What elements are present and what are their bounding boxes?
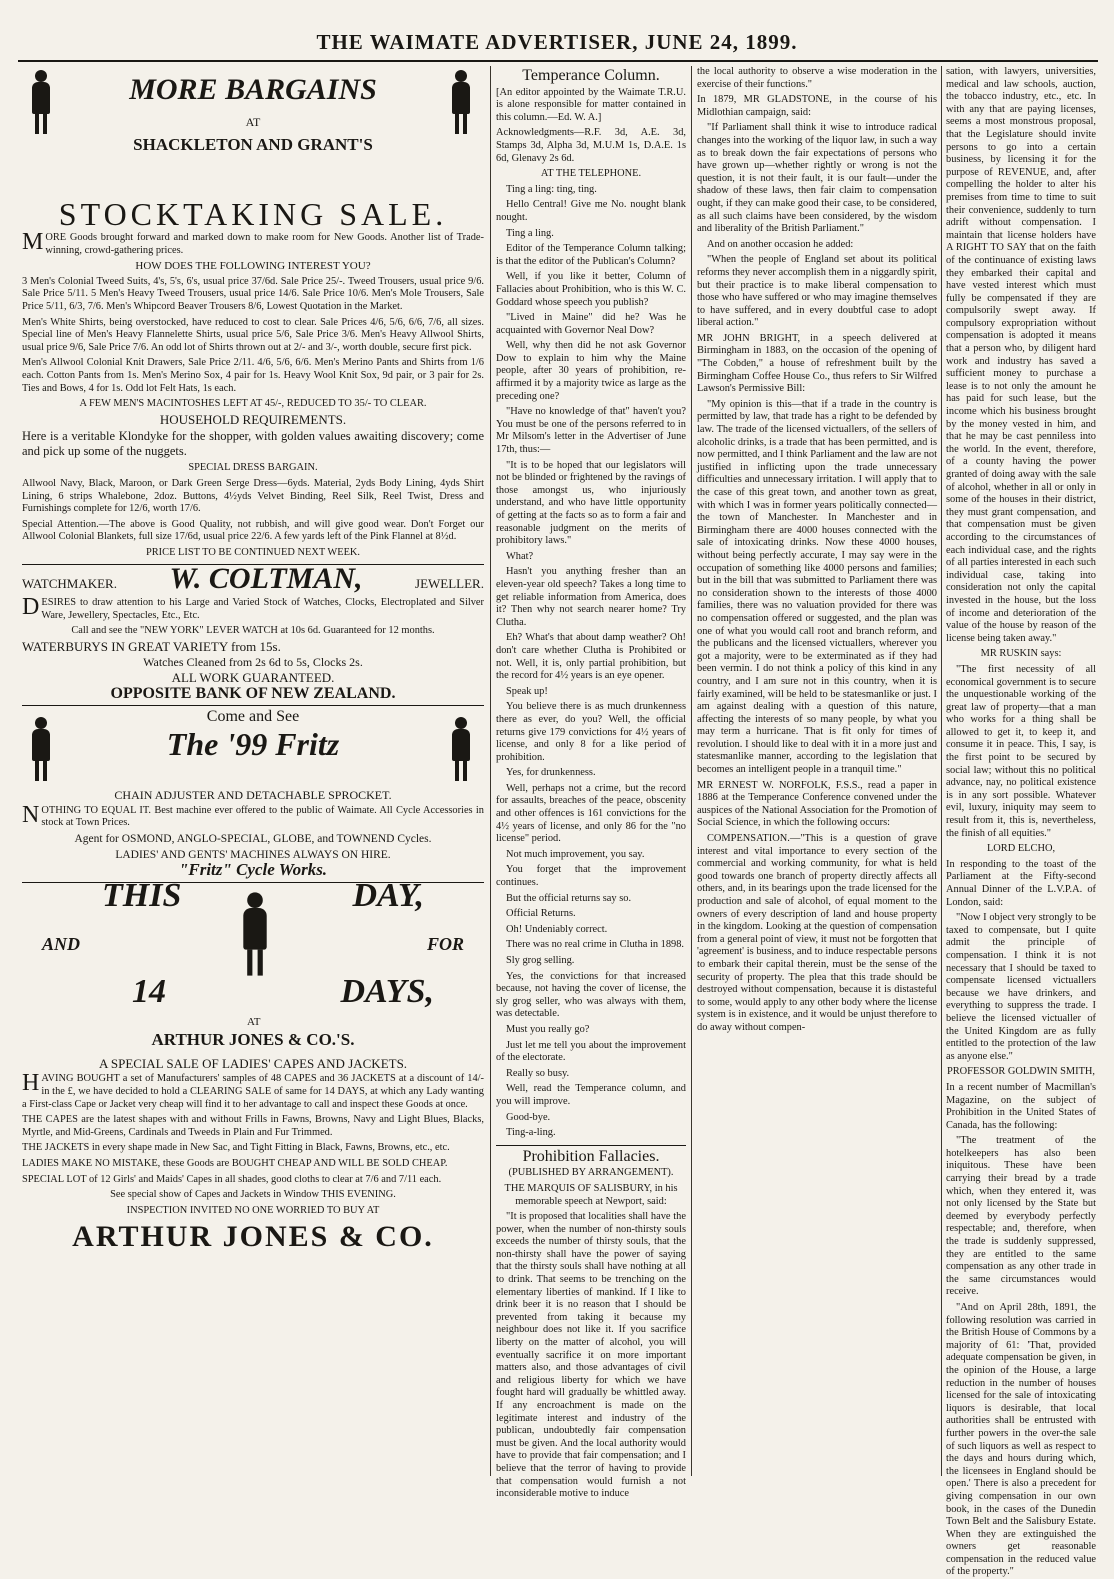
goldwin-smith-quote: "The treatment of the hotelkeepers has also been iniquitous. These have been carrying their bread by a trade which, when they entered it, was not only licensed by the State but deemed by everybody perfectly respectable; and, therefore, when the trade is suddenly suppressed, they are entitled to the same compensation as any other trade in the same circumstances would receive. — [946, 1135, 1096, 1298]
macintosh-line: A FEW MEN'S MACINTOSHES LEFT AT 45/-, REDUCED TO 35/- TO CLEAR. — [79, 398, 427, 410]
household-heading: HOUSEHOLD REQUIREMENTS. — [159, 411, 347, 427]
temperance-column — [496, 66, 686, 1500]
opposite-bank-line: OPPOSITE BANK OF NEW ZEALAND. — [110, 684, 396, 702]
dialogue-line: There was no real crime in Clutha in 1898. — [506, 939, 685, 951]
dialogue-line: Editor of the Temperance Column talking; is that the editor of the Publican's Column? — [496, 243, 686, 267]
jones-ad-header — [22, 876, 484, 1058]
at-label: AT — [247, 1015, 261, 1028]
dialogue-line: Eh? What's that about damp weather? Oh! don't care whether Clutha is Prohibited or not. Well, it is, only partial prohibition, but the record for 4½ years is an eye opener. — [496, 632, 686, 682]
salisbury-quote: "It is proposed that localities shall have the power, when the number of non-thirsty souls exceeds the number of thirsty souls, that the non-thirsty shall have the power of saying that the thirsty souls shall have nothing at all to drink. That seems to be trenching on the elementary liberties of mankind. If I like to drink beer it is no reason that I should be prevented from taking it because my neighbour does not like it. If you sacrifice liberty on the matter of alcohol, you will eventually sacrifice it on more important matters also, and those advantages of civil and religious liberty for which we have fought hard will gradually be whittled away. If any encroachment is made on the legitimate interest and industry of the publican, undoubtedly fair compensation must be given. And the local authority would have to provide that fair compensation; and I believe that the terror of having to provide that compensation would furnish a not inconsiderable motive to induce — [496, 1211, 686, 1500]
telephone-heading: AT THE TELEPHONE. — [540, 168, 642, 180]
ad-item: 3 Men's Colonial Tweed Suits, 4's, 5's, 6's, usual price 37/6d. Sale Price 25/-. Tweed Trousers, usual price 9/6. Sale Price 5/11. 5 Men's Heavy Tweed Trousers, usual price 14/6. Sale Price 10/6. Men's Mole Trousers, Sale Price 5/11, 6/3, 7/6. Men's Whipcord Beaver Trousers 8/6, Lowest Quotation in the Market. — [22, 275, 484, 312]
dialogue-line: Well, perhaps not a crime, but the record for assaults, breaches of the peace, obscenity and other offences is 161 convictions for the 4½ years of license, and only 86 for the "no license" period. — [496, 782, 686, 845]
ad-item: Men's Allwool Colonial Knit Drawers, Sale Price 2/11. 4/6, 5/6, 6/6. Men's Merino Pants and Shirts from 1/6 each. Cotton Pants from 1s. Men's Merino Sox, 4 pair for 1s. Heavy Wool Knit Sox, 9d pair, or 3 pair for 2s. Ties and Bows, 4 for 1s. Odd lot Felt Hats, 1s each. — [22, 357, 484, 394]
dialogue-line: Oh! Undeniably correct. — [506, 923, 608, 935]
jones-body-text: SPECIAL LOT of 12 Girls' and Maids' Capes in all shades, good cloths to clear at 7/6 and 7/11 each. — [22, 1173, 442, 1185]
column-divider — [691, 66, 692, 1476]
masthead: THE WAIMATE ADVERTISER, JUNE 24, 1899. — [316, 30, 798, 54]
dialogue-line: Must you really go? — [506, 1023, 590, 1035]
salisbury-heading: THE MARQUIS OF SALISBURY, in his memorable speech at Newport, said: — [504, 1182, 678, 1207]
jeweller-label: JEWELLER. — [415, 576, 484, 592]
dialogue-line: Sly grog selling. — [506, 955, 575, 966]
bargains-ad-header — [22, 66, 484, 196]
salisbury-quote-end: the local authority to observe a wise moderation in the exercise of their functions." — [697, 66, 937, 90]
window-show-line: See special show of Capes and Jackets in Window THIS EVENING. — [110, 1189, 396, 1201]
arthur-jones-name: ARTHUR JONES & CO.'S. — [151, 1029, 355, 1049]
dress-bargain-heading: SPECIAL DRESS BARGAIN. — [188, 462, 318, 474]
dialogue-line: Speak up! — [506, 685, 548, 697]
watches-cleaned-line: Watches Cleaned from 2s 6d to 5s, Clocks 2s. — [143, 655, 363, 670]
and-word: AND — [42, 933, 81, 954]
bright-quote: "My opinion is this—that if a trade in the country is permitted by law, that trade has a right to be defended by law. The trade of the licensed victuallers, of the sellers of alcoholic drinks, is a trade that has been permitted, and is now permitted, and I think Parliament and the law are not justified in inflicting upon the trade unnecessary difficulties and unnecessary irritation. I will apply that to the case of this great town, and another town as great, with which I was in former years politically connected—the town of Manchester. In Manchester and in Birmingham there are 4000 houses connected with the sale of intoxicating drinks. Now these 4000 houses, without being perfectly accurate, I may say were in the occupation of something like 4000 persons and families; but in the bill that was submitted to Parliament there was no consideration shown to the interests of those 4000 families, there was no valuation provided for there was no compensation offered or suggested, and the plan was one of what you would call root and branch reform, and the publicans and the licensed victuallers, wherever you got a majority, were to be exterminated as if they had been vermin. I do not think a policy of this kind in any country, and I am sure not in this country, when it is fairly examined, will be held to be statesmanlike or just. I am against dealing with a question of this nature, affecting the interests of so many people, by what you may term a hurricane. That is fit only for times of revolution. I should like to deal with it in a more just and statesmanlike manner, according to the legislation that becomes an intelligent people in a tranquil time." — [697, 398, 937, 776]
figure-illustration — [448, 70, 474, 134]
figure-illustration — [28, 717, 54, 781]
advertisements-column — [22, 66, 484, 1476]
dialogue-line: Official Returns. — [506, 908, 576, 920]
figure-illustration — [28, 70, 54, 134]
all-work-guaranteed: ALL WORK GUARANTEED. — [171, 670, 335, 686]
at-label: AT — [245, 115, 261, 129]
special-attention-text: Special Attention.—The above is Good Quality, not rubbish, and will give good wear. Don't Forget our Allwool Colonial Blankets, full size 17/6d, usual price 22/6. A few yards left of the Pink Flannel at 8½d. — [22, 518, 484, 543]
nothing-to-equal-text: NOTHING TO EQUAL IT. Best machine ever offered to the public of Waimate. All Cycle Accessories in stock at Town Prices. — [22, 801, 484, 829]
jones-body-text: THE JACKETS in every shape made in New Sac, and Tight Fitting in Black, Fawns, Browns, etc., etc. — [22, 1142, 450, 1154]
ad-item: Men's White Shirts, being overstocked, have reduced to cost to clear. Sale Prices 4/6, 5/6, 6/6, 7/6, all sizes. Special line of Men's Heavy Flannelette Shirts, usual price 5/6, Sale Price 3/6. Men's Heavy Allwool Shirts, usual price 9/6, Sale Price 7/6. An odd lot of Shirts thrown out at 2/- and 3/-, worth double, secure first pick. — [22, 316, 484, 353]
dialogue-line: Just let me tell you about the improvement of the electorate. — [496, 1039, 686, 1064]
jones-body-text: HAVING BOUGHT a set of Manufacturers' samples of 48 CAPES and 36 JACKETS at a discount of 14/- in the £, we have decided to hold a CLEARING SALE of same for 14 DAYS, at which any Lady wanting a First-class Cape or Jacket very cheap will find it to her advantage to call and inspect these Goods at once. — [22, 1070, 484, 1110]
fallacies-column-continued — [697, 66, 937, 1476]
dialogue-line: Yes, for drunkenness. — [506, 767, 596, 779]
published-by-arrangement: (PUBLISHED BY ARRANGEMENT). — [508, 1167, 674, 1179]
gladstone-another: And on another occasion he added: — [707, 238, 854, 250]
dialogue-line: Ting a ling. — [506, 227, 554, 239]
dialogue-line: Hello Central! Give me No. nought blank nought. — [496, 199, 686, 223]
dialogue-line: Ting a ling: ting, ting. — [506, 183, 597, 195]
dialogue-line: Yes, the convictions for that increased because, not having the cover of license, the sly grog seller, who was always with them, was detectable. — [496, 970, 686, 1020]
dialogue-line: You forget that the improvement continues. — [496, 864, 686, 889]
gladstone-heading: In 1879, MR GLADSTONE, in the course of his Midlothian campaign, said: — [697, 94, 937, 118]
dialogue-line: "It is to be hoped that our legislators will not be blinded or frightened by the ravings of those amongst us, who injuriously understand, and who have little opportunity of getting at the facts so as to form a fair and reasonable judgment on the merits of prohibitory laws." — [496, 459, 686, 547]
commons-resolution: "And on April 28th, 1891, the following resolution was carried in the British House of Commons by a majority of 61: 'That, provided adequate compensation be given, in the opinion of the House, a large reduction in the number of houses licensed for the sale of intoxicating liquors is desirable, that local authorities shall be entrusted with further powers in the over-the sale of such liquors as well as respect to the days and hours during which, the licensees in England should be open.' There is also a precedent for giving compensation in our own book, in the cases of the Dunedin Town Belt and the Salisbury Estate. When they are extinguished the owners get reasonable compensation in the reduced value of the property." — [946, 1302, 1096, 1578]
come-and-see: Come and See — [206, 708, 300, 726]
dialogue-line: Not much improvement, you say. — [506, 848, 645, 860]
goldwin-smith-heading: PROFESSOR GOLDWIN SMITH, — [946, 1066, 1096, 1078]
ad-intro-text: MORE Goods brought forward and marked down to make room for New Goods. Another list of Trade-winning, crowd-gathering prices. — [22, 229, 484, 256]
elcho-heading: LORD ELCHO, — [986, 843, 1056, 855]
jones-body-text: LADIES MAKE NO MISTAKE, these Goods are BOUGHT CHEAP AND WILL BE SOLD CHEAP. — [22, 1157, 448, 1169]
elcho-quote: "Now I object very strongly to be taxed to compensate, but I quite admit the principle of compensation. I think it is not necessary that I should be taxed to compensate licensed victuallers because we have drinkers, and everything to suppress the trade. I believe the licensed victualler of the United Kingdom are as fully entitled to the protection of the law as anyone else." — [946, 912, 1096, 1062]
day-word: DAY, — [352, 876, 424, 914]
jones-body-text: THE CAPES are the latest shapes with and without Frills in Fawns, Browns, Navy and Light Blues, Blacks, Myrtle, and Mid-Greens, Cardinals and Tweeds in Plain and Fur Trimmed. — [22, 1114, 484, 1138]
watchmaker-label: WATCHMAKER. — [22, 576, 117, 592]
special-sale-heading: A SPECIAL SALE OF LADIES' CAPES AND JACKETS. — [98, 1055, 408, 1071]
column-divider — [941, 66, 942, 1476]
column-divider — [490, 66, 491, 1476]
dress-bargain-text: Allwool Navy, Black, Maroon, or Dark Green Serge Dress—6yds. Material, 2yds Body Lining, 4yds Shirt Lining, 6 strips Whalebone, 2doz. Buttons, 4½yds Velvet Binding, Reel Silk, Reel Twist, Dress and Furnishings complete for 12/6, worth 17/6. — [22, 477, 484, 515]
dialogue-line: Well, read the Temperance column, and you will improve. — [496, 1083, 686, 1107]
coltman-desires-text: DESIRES to draw attention to his Large and Varied Stock of Watches, Clocks, Electroplated and Silver Ware, Jewellery, Spectacles, Etc., Etc. — [22, 594, 484, 621]
dialogue-line: You believe there is as much drunkenness there as ever, do you? Well, the official returns give 179 convictions for 4½ years of license, and only 8 for a like period of prohibition. — [496, 701, 686, 763]
norfolk-quote-end: sation, with lawyers, universities, medical and law schools, auction, the tobacco industry, etc., etc. In with any that are paying licenses, seems a most monstrous proposal, that the Legislature should invite persons to go into a certain business, by licensing it for the purpose of REVENUE, and, after compelling the holder to alter his premises from time to time to suit their convenience, suddenly to turn adrift without compensation. I maintain that license holders have A RIGHT TO SAY that on the faith of the continuance of existing laws they embarked their capital and have vested interest which must fully be compensated if they are compulsorily swept away. If compulsory expropriation without compensation is adopted it means that a person who, by diligent hard work and industry has saved a sufficient money to purchase a lease is to not only the amount he has paid for such lease, but the income which his business brought by the money vested in him, and that he may be cast penniless into the world. In the event, therefore, of a county having the power granted of doing away with the sale of alcohol, whether in all or only in some of the houses in their district, they must grant compensation, and that compensation must be given according to the circumstances of each individual case, and the rights of all parties interested in each such individual case, taking into consideration not only the capital invested in the house, but the loss of income and deterioration of the value of the house by reason of the license being taken away." — [946, 66, 1096, 644]
norfolk-heading: MR ERNEST W. NORFOLK, F.S.S., read a paper in 1886 at the Temperance Conference convened under the auspices of the National Association for the Promotion of Social Science, in which the following occurs: — [697, 779, 937, 829]
gladstone-quote: "If Parliament shall think it wise to introduce radical changes into the working of the liquor law, in such a way as to break down the fair expectations of persons who have grown up—whether rightly or wrong is not the question, it is not their fault, it is our fault—under the shadow of these laws, then fair claim to compensation ought, if they can make good their case, to be considered, as all such claims have been considered, by the wisdom and liberality of the British Parliament." — [697, 122, 937, 235]
dialogue-line: Well, why then did he not ask Governor Dow to explain to him why the Maine people, after 30 years of prohibition, re-affirmed it by a majority twice as large as the preceding one? — [496, 340, 686, 402]
dialogue-line: "Have no knowledge of that" haven't you? You must be one of the persons referred to in Mr Milsom's letter in the Advertiser of June 17th, thus:— — [496, 406, 686, 456]
shackleton-grant-name: SHACKLETON AND GRANT'S — [133, 134, 373, 154]
stocktaking-sale-heading: STOCKTAKING SALE. — [58, 196, 448, 232]
editor-note: [An editor appointed by the Waimate T.R.U. is alone responsible for matter contained in this column.—Ed. W. A.] — [496, 86, 686, 123]
prohibition-fallacies-title: Prohibition Fallacies. — [522, 1147, 660, 1165]
dialogue-line: Well, if you like it better, Column of Fallacies about Prohibition, who is this W. C. Goddard whose speech you publish? — [496, 271, 686, 308]
ruskin-quote: "The first necessity of all economical government is to secure the unquestionable working of the great law of property—that a man who works for a thing shall be allowed to get it, to keep it, and consume it in peace. This, I say, is the first point to be secured by social law; without this no political advance, nay, no political existence is in any sort possible. Whatever evil, luxury, iniquity may seem to result from it, this is, nevertheless, the finish of all equities." — [946, 663, 1096, 839]
bright-heading: MR JOHN BRIGHT, in a speech delivered at Birmingham in 1883, on the occasion of the opening of "The Cobden," a house of refreshment built by the Birmingham Coffee House Co., thus refers to Sir Wilfred Lawson's Permissive Bill: — [697, 332, 937, 395]
waterburys-line: WATERBURYS IN GREAT VARIETY from 15s. — [22, 638, 281, 654]
arthur-jones-bottom: ARTHUR JONES & CO. — [72, 1220, 434, 1254]
elcho-context: In responding to the toast of the Parliament at the Fifty-second Annual Dinner of the L.V.P.A. of London, said: — [946, 858, 1096, 908]
dialogue-line: Hasn't you anything fresher than an eleven-year old speech? Takes a long time to get reliable information from America, does it? Then why not search nearer home? Try Clutha. — [496, 566, 686, 628]
for-word: FOR — [426, 933, 464, 954]
figure-illustration — [238, 892, 272, 975]
machines-on-hire: LADIES' AND GENTS' MACHINES ALWAYS ON HIRE. — [115, 848, 391, 861]
gladstone-another-quote: "When the people of England set about its political reforms they never accomplish them in a niggardly spirit, but their practice is to make liberal compensation to those who have suffered or who may imagine themselves to have suffered, and in every doubtful case to adopt liberal action." — [697, 254, 937, 329]
acknowledgments: Acknowledgments—R.F. 3d, A.E. 3d, Stamps 3d, Alpha 3d, M.U.M 1s, D.A.E. 1s 6d, Glenavy 2s 6d. — [496, 127, 686, 164]
dialogue-line: Ting-a-ling. — [506, 1127, 556, 1139]
klondyke-text: Here is a veritable Klondyke for the shopper, with golden values awaiting discovery; come and pick up some of the nuggets. — [22, 429, 484, 459]
fallacies-column-end — [946, 66, 1096, 1578]
agent-line: Agent for OSMOND, ANGLO-SPECIAL, GLOBE, and TOWNEND Cycles. — [74, 833, 432, 845]
telephone-dialogue — [496, 184, 686, 1140]
dialogue-line: Really so busy. — [506, 1067, 570, 1079]
ad-divider — [22, 705, 484, 706]
price-list-continued: PRICE LIST TO BE CONTINUED NEXT WEEK. — [145, 546, 361, 558]
days-word: DAYS, — [340, 972, 434, 1010]
top-rule — [18, 60, 1098, 62]
coltman-name: W. COLTMAN, — [169, 562, 363, 596]
new-york-watch-line: Call and see the "NEW YORK" LEVER WATCH at 10s 6d. Guaranteed for 12 months. — [71, 625, 435, 637]
figure-illustration — [448, 717, 474, 781]
fourteen-number: 14 — [132, 972, 166, 1010]
dialogue-line: Good-bye. — [506, 1111, 551, 1123]
more-bargains-heading: MORE BARGAINS — [129, 73, 377, 106]
section-divider — [496, 1145, 686, 1146]
this-word: THIS — [102, 876, 182, 914]
goldwin-smith-context: In a recent number of Macmillan's Magazine, on the subject of Prohibition in the United States of Canada, has the following: — [946, 1081, 1096, 1131]
fritz-heading: The '99 Fritz — [166, 725, 340, 762]
fritz-ad-header — [22, 708, 484, 789]
chain-adjuster-line: CHAIN ADJUSTER AND DETACHABLE SPROCKET. — [114, 788, 392, 803]
temperance-column-title: Temperance Column. — [522, 67, 660, 84]
norfolk-quote: COMPENSATION.—"This is a question of grave interest and vital importance to every section of the commercial and working community, for what is held good towards one branch of property directly affects all others, and, in its bearings upon the trade licensed for the production and sale of alcohol, of equal moment to the owners of every description of land and house property in the kingdom. Looking at the question of compensation from a general point of view, it must not be forgotten that 'agreement' is business, and to induce respectable persons to embark their capital therein, must be the sense of the security of property. The plea that this trade should be destroyed without compensation, because it is distasteful to some, would apply to any other body where the license system is in existence, and it would be unjust therefore to do away without compen- — [697, 833, 937, 1033]
dialogue-line: "Lived in Maine" did he? Was he acquainted with Governor Neal Dow? — [496, 312, 686, 336]
dialogue-line: But the official returns say so. — [506, 892, 632, 904]
ruskin-heading: MR RUSKIN says: — [980, 648, 1062, 660]
fritz-cycle-works: "Fritz" Cycle Works. — [178, 860, 328, 880]
dialogue-line: What? — [506, 550, 534, 562]
inspection-invited-line: INSPECTION INVITED NO ONE WORRIED TO BUY AT — [126, 1204, 380, 1216]
coltman-ad-header — [22, 562, 484, 596]
ad-question: HOW DOES THE FOLLOWING INTEREST YOU? — [135, 260, 371, 273]
